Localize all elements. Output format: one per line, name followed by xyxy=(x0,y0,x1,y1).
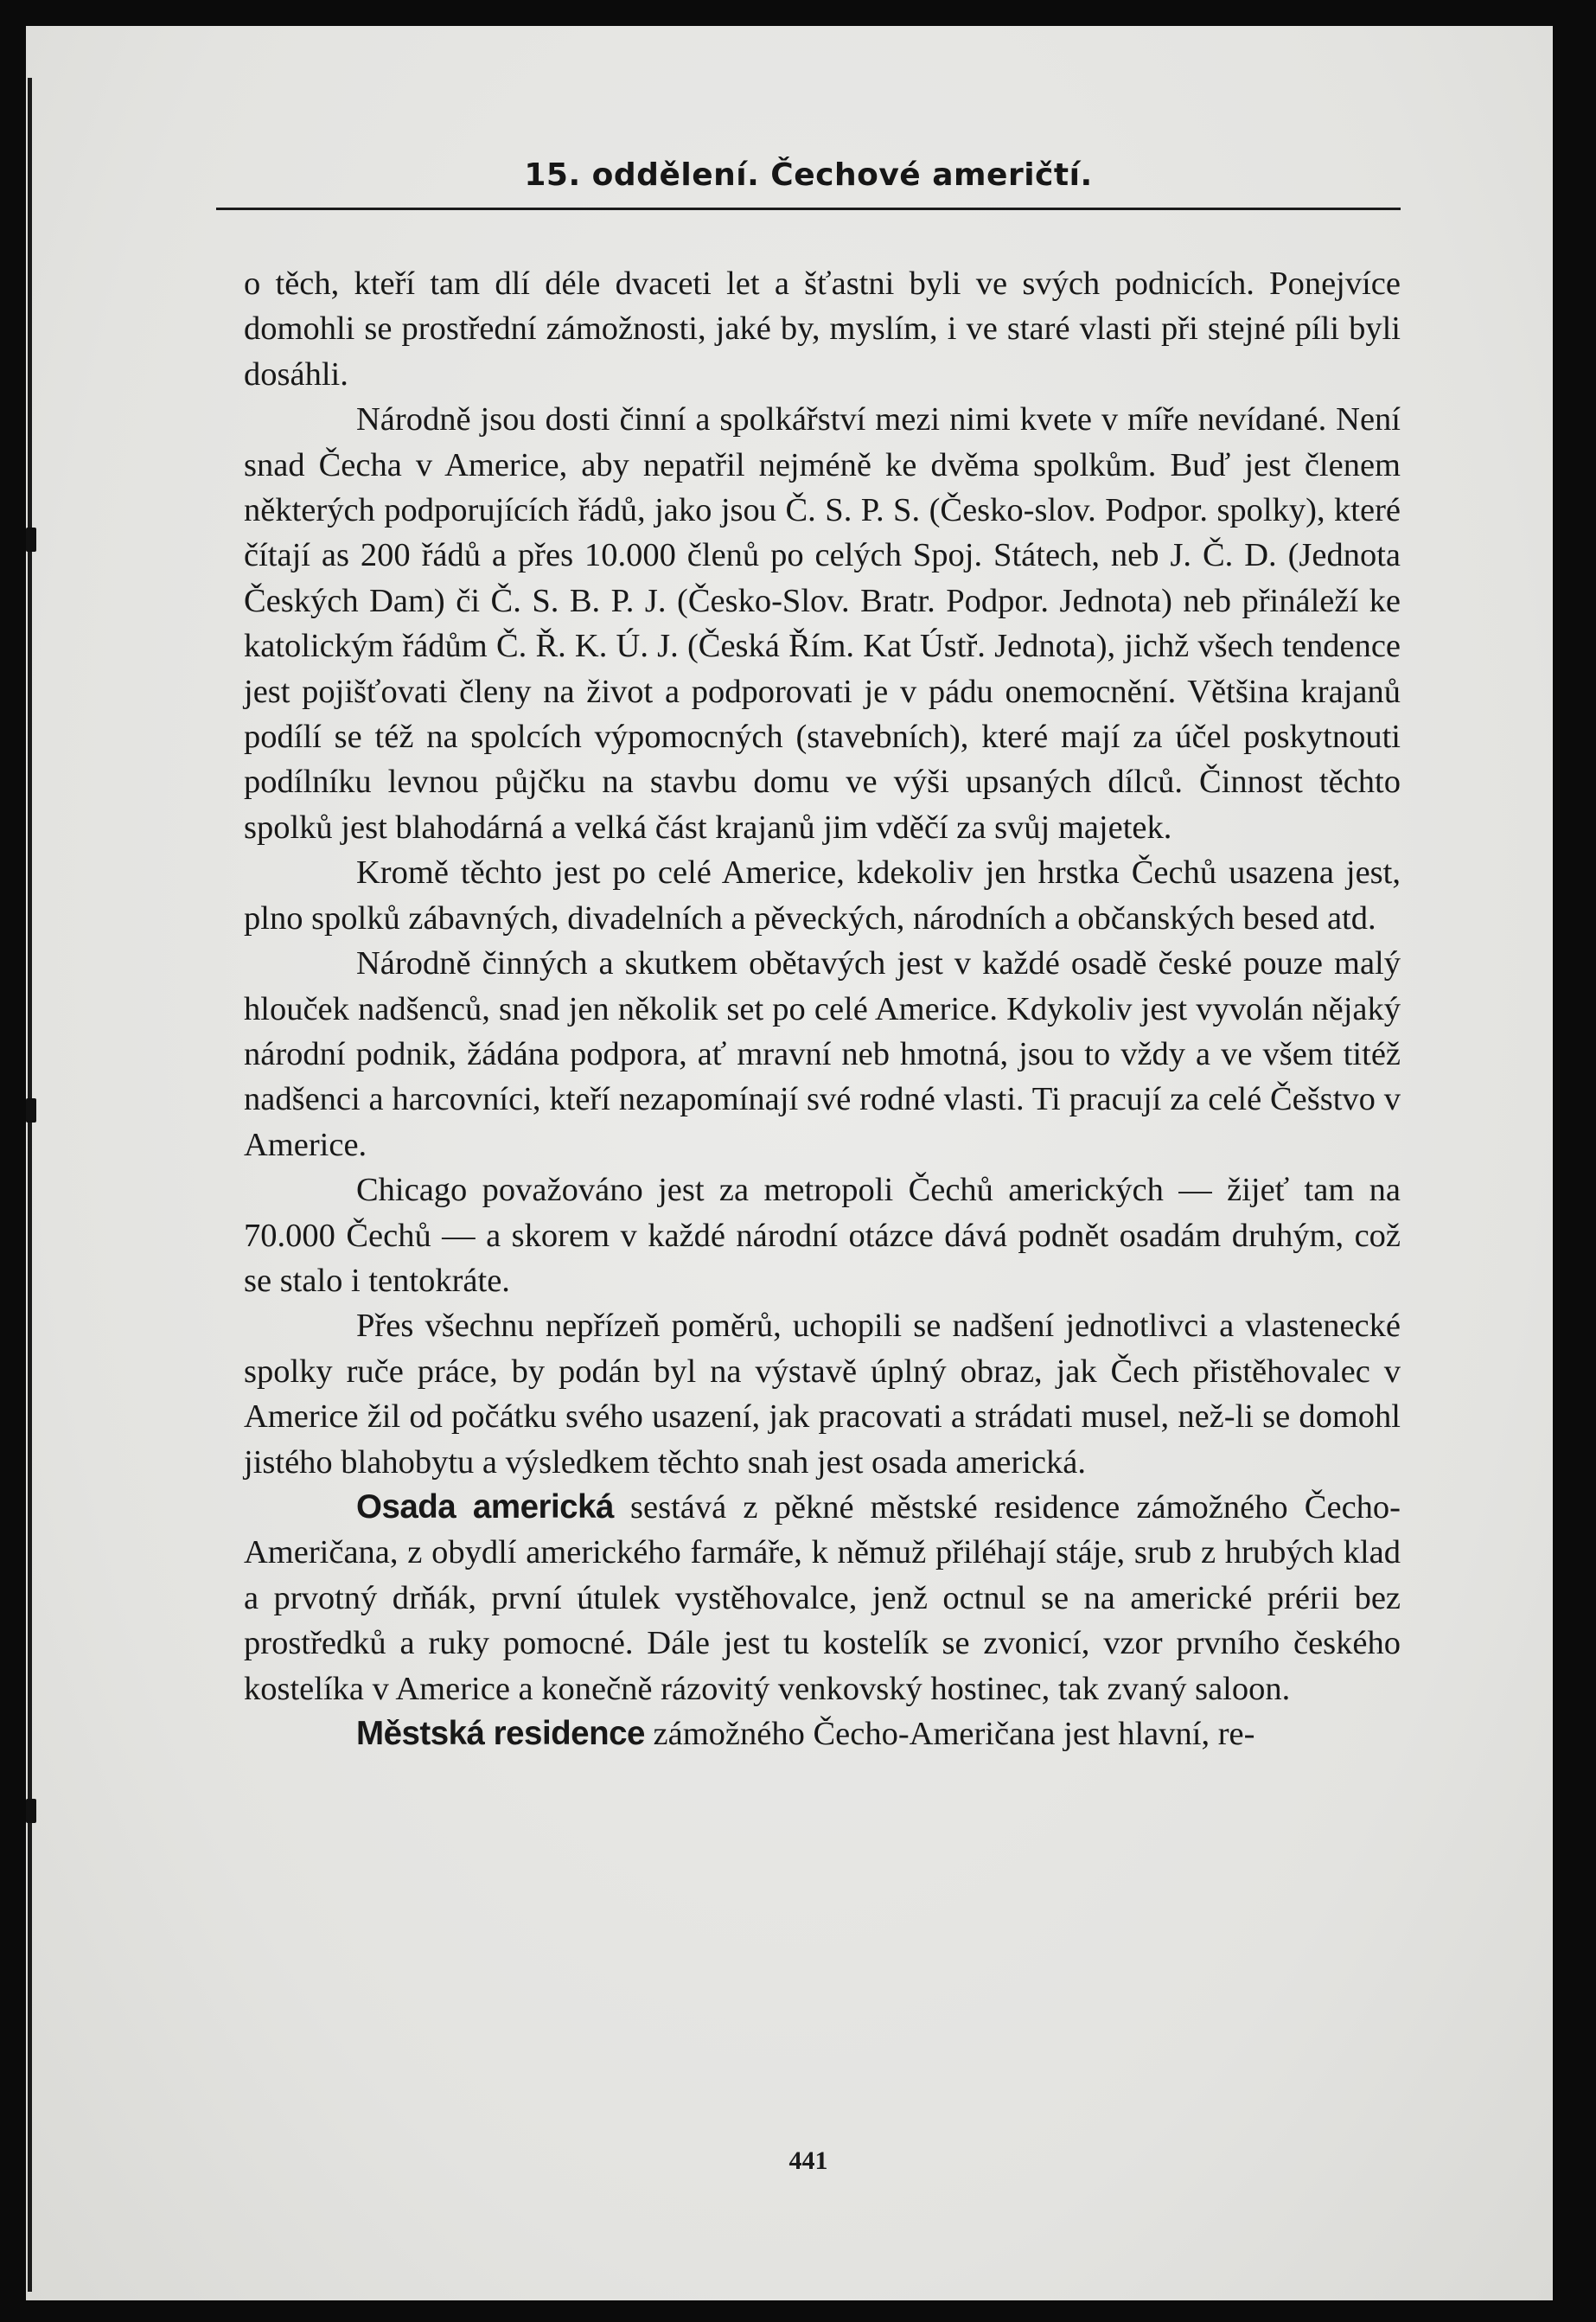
bold-term: Městská residence xyxy=(356,1715,645,1752)
paragraph-text: o těch, kteří tam dlí déle dvaceti let a šťastni byli ve svých podnicích. Ponejvíce domohli se prostřední zámožnosti, jaké by, myslím, i ve staré vlasti při stejné píli byli dosáhli. xyxy=(244,265,1401,393)
paragraph xyxy=(244,261,1401,397)
bold-term: Osada americká xyxy=(356,1487,614,1526)
edge-mark xyxy=(26,528,36,552)
body-text xyxy=(244,261,1401,1756)
edge-mark xyxy=(26,1098,36,1123)
paragraph xyxy=(244,850,1401,941)
paragraph-text: Chicago považováno jest za metropoli Čechů amerických — žijeť tam na 70.000 Čechů — a skorem v každé národní otázce dává podnět osadám druhým, což se stalo i tentokráte. xyxy=(244,1172,1401,1299)
paragraph xyxy=(244,1485,1401,1711)
edge-mark xyxy=(26,1799,36,1823)
paragraph-text: Přes všechnu nepřízeň poměrů, uchopili se nadšení jednotlivci a vlastenecké spolky ruče práce, by podán byl na výstavě úplný obraz, jak Čech přistěhovalec v Americe žil od počátku svého usazení, jak pracovati a strádati musel, než-li se domohl jistého blahobytu a výsledkem těchto snah jest osada americká. xyxy=(244,1308,1401,1481)
paragraph xyxy=(244,1167,1401,1303)
paragraph-text: sestává z pěkné městské residence zámožného Čecho-Američana, z obydlí amerického farmáře, k němuž přiléhají stáje, srub z hrubých klad a prvotný drňák, první útulek vystěhovalce, jenž octnul se na americké prérii bez prostředků a ruky pomocné. Dále jest tu kostelík se zvonicí, vzor prvního českého kostelíka v Americe a konečně rázovitý venkovský hostinec, tak zvaný saloon. xyxy=(244,1488,1401,1707)
paragraph xyxy=(244,397,1401,850)
paragraph-text: Národně činných a skutkem obětavých jest v každé osadě české pouze malý hlouček nadšenců, snad jen několik set po celé Americe. Kdykoliv jest vyvolán nějaký národní podnik, žádána podpora, ať mravní neb hmotná, jsou to vždy a ve všem titéž nadšenci a harcovníci, kteří nezapomínají své rodné vlasti. Ti pracují za celé Češstvo v Americe. xyxy=(244,945,1401,1163)
page-edge-rule xyxy=(28,78,32,2292)
paragraph xyxy=(244,941,1401,1167)
page-number: 441 xyxy=(788,2146,828,2175)
paragraph xyxy=(244,1711,1401,1756)
book-page xyxy=(26,26,1553,2300)
paragraph xyxy=(244,1303,1401,1485)
paragraph-text: zámožného Čecho-Američana jest hlavní, re- xyxy=(644,1716,1255,1752)
header-rule xyxy=(216,208,1401,210)
paragraph-text: Kromě těchto jest po celé Americe, kdekoliv jen hrstka Čechů usazena jest, plno spolků zábavných, divadelních a pěveckých, národních a občanských besed atd. xyxy=(244,854,1401,937)
paragraph-text: Národně jsou dosti činní a spolkářství mezi nimi kvete v míře nevídané. Není snad Čecha v Americe, aby nepatřil nejméně ke dvěma spolkům. Buď jest členem některých podporujících řádů, jako jsou Č. S. P. S. (Česko-slov. Podpor. spolky), které čítají as 200 řádů a přes 10.000 členů po celých Spoj. Státech, neb J. Č. D. (Jednota Českých Dam) či Č. S. B. P. J. (Česko-Slov. Bratr. Podpor. Jednota) neb přináleží ke katolickým řádům Č. Ř. K. Ú. J. (Česká Řím. Kat Ústř. Jednota), jichž všech tendence jest pojišťovati členy na život a podporovati je v pádu onemocnění. Většina krajanů podílí se též na spolcích výpomocných (stavebních), které mají za účel poskytnouti podílníku levnou půjčku na stavbu domu ve výši upsaných dílců. Činnost těchto spolků jest blahodárná a velká část krajanů jim vděčí za svůj majetek. xyxy=(244,401,1401,846)
running-head: 15. oddělení. Čechové američtí. xyxy=(524,157,1093,193)
